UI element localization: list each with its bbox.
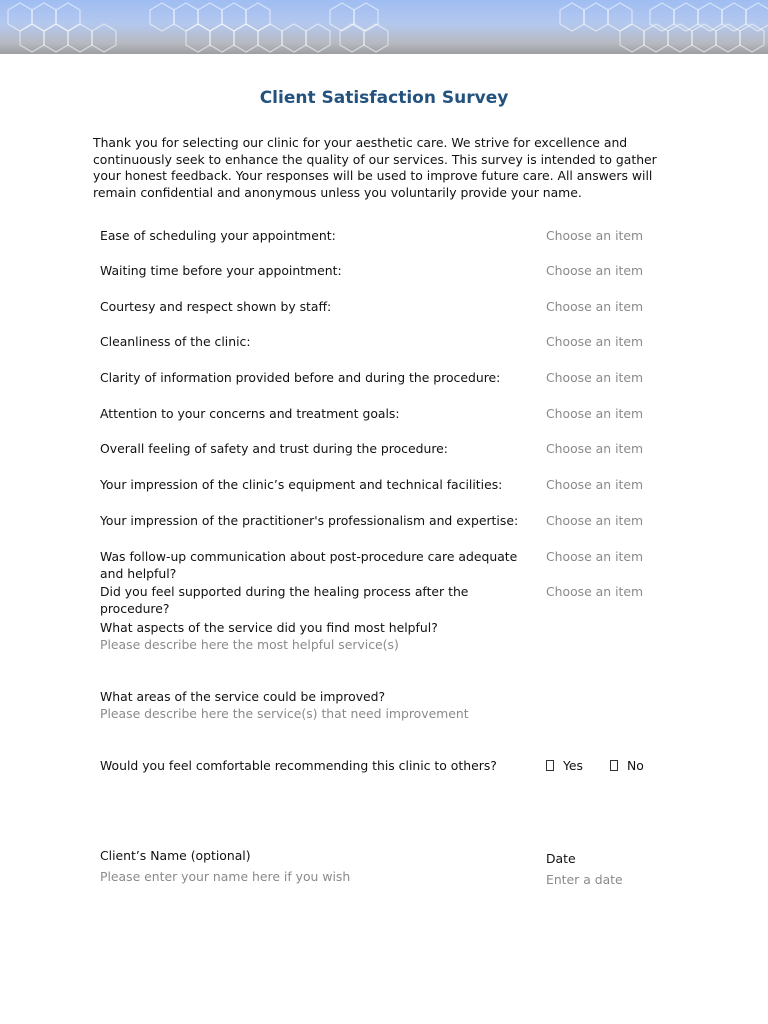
question-label: Attention to your concerns and treatment goals:: [100, 406, 400, 421]
rating-dropdown[interactable]: Choose an item: [546, 370, 644, 385]
open-question: [100, 689, 620, 722]
open-question-label: What aspects of the service did you find most helpful?: [100, 620, 438, 635]
question-label: Clarity of information provided before and during the procedure:: [100, 370, 501, 385]
date-input[interactable]: Enter a date: [546, 871, 623, 887]
checkbox-icon[interactable]: [610, 760, 618, 771]
rating-dropdown[interactable]: Choose an item: [546, 334, 644, 349]
rating-dropdown[interactable]: Choose an item: [546, 406, 644, 421]
open-question-label: What areas of the service could be improved?: [100, 689, 386, 704]
rating-dropdown[interactable]: Choose an item: [546, 549, 644, 564]
improvement-input[interactable]: Please describe here the service(s) that need improvement: [100, 705, 469, 721]
question-label: Courtesy and respect shown by staff:: [100, 299, 332, 314]
question-label: Ease of scheduling your appointment:: [100, 228, 336, 243]
date-field: [546, 851, 726, 888]
helpful-services-input[interactable]: Please describe here the most helpful service(s): [100, 636, 399, 652]
client-name-field: [100, 848, 500, 885]
rating-dropdown[interactable]: Choose an item: [546, 299, 644, 314]
checkbox-icon[interactable]: [546, 760, 554, 771]
question-label: Did you feel supported during the healing process after the procedure?: [100, 584, 469, 616]
open-question: [100, 620, 620, 653]
question-label: Your impression of the practitioner's professionalism and expertise:: [100, 513, 519, 528]
question-label: Was follow-up communication about post-procedure care adequate and helpful?: [100, 549, 518, 581]
intro-paragraph: Thank you for selecting our clinic for your aesthetic care. We strive for excellence and continuously seek to enhance the quality of our services. This survey is intended to gather your honest feedback. Your responses will be used to improve future care. All answers will remain confidential and anonymous unless you voluntarily provide your name.: [93, 135, 657, 201]
hexagon-pattern-icon: [0, 0, 768, 54]
client-name-label: Client’s Name (optional): [100, 848, 251, 863]
rating-dropdown[interactable]: Choose an item: [546, 513, 644, 528]
rating-dropdown[interactable]: Choose an item: [546, 228, 644, 243]
client-name-input[interactable]: Please enter your name here if you wish: [100, 868, 351, 884]
rating-dropdown[interactable]: Choose an item: [546, 263, 644, 278]
header-banner: [0, 0, 768, 54]
question-label: Overall feeling of safety and trust during the procedure:: [100, 441, 448, 456]
rating-dropdown[interactable]: Choose an item: [546, 441, 644, 456]
question-label: Your impression of the clinic’s equipment and technical facilities:: [100, 477, 503, 492]
date-label: Date: [546, 851, 576, 866]
recommend-yes-label: Yes: [563, 758, 584, 773]
recommend-label: Would you feel comfortable recommending this clinic to others?: [100, 758, 497, 773]
rating-dropdown[interactable]: Choose an item: [546, 477, 644, 492]
page-title: Client Satisfaction Survey: [259, 88, 509, 108]
question-label: Waiting time before your appointment:: [100, 263, 342, 278]
recommend-yes-option[interactable]: [546, 758, 583, 775]
rating-dropdown[interactable]: Choose an item: [546, 584, 644, 599]
question-label: Cleanliness of the clinic:: [100, 334, 251, 349]
recommend-no-option[interactable]: [610, 758, 644, 775]
recommend-no-label: No: [627, 758, 644, 773]
